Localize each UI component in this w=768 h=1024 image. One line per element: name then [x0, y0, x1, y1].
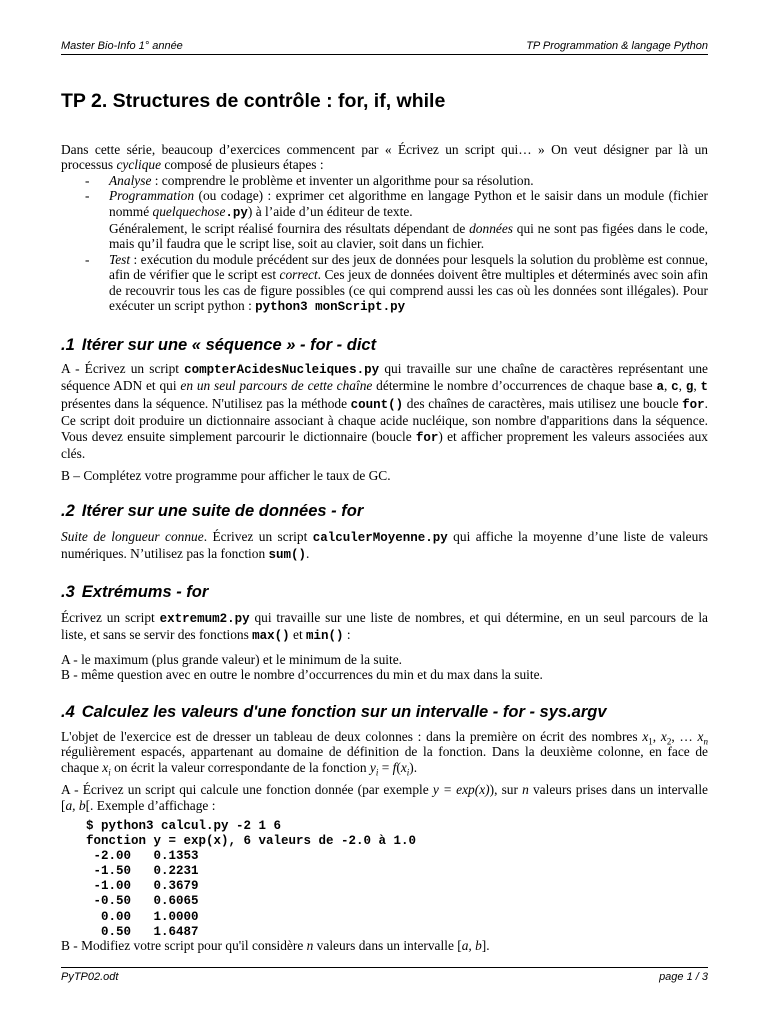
footer-left: PyTP02.odt	[61, 971, 119, 983]
section-heading-4: .4 Calculez les valeurs d'une fonction sur un intervalle - for - sys.argv	[61, 703, 607, 721]
header-left: Master Bio-Info 1° année	[61, 40, 183, 52]
list-item: - Analyse : comprendre le problème et inventer un algorithme pour sa résolution.	[85, 172, 534, 188]
section-1-part-a: A - Écrivez un script compterAcidesNucleiques.py qui travaille sur une chaîne de caractères représentant une séquence ADN et qui en un seul parcours de cette chaîne détermine le nombre d’occurrences de chaque base a, c, g, t présentes dans la séquence. N'utilisez pas la méthode count() des chaînes de caractères, mais utilisez une boucle for. Ce script doit produire un dictionnaire associant à chaque acide nucléique, son nombre d'apparitions dans la séquence. Vous devez ensuite simplement parcourir le dictionnaire (boucle for) et afficher proprement les valeurs associées aux clés.	[61, 361, 709, 462]
section-heading-1: .1 Itérer sur une « séquence » - for - dict	[61, 336, 377, 354]
section-2-body: Suite de longueur connue. Écrivez un script calculerMoyenne.py qui affiche la moyenne d’une liste de valeurs numériques. N’utilisez pas la fonction sum().	[61, 529, 708, 563]
intro-block	[61, 142, 708, 315]
section-heading-3: .3 Extrémums - for	[61, 583, 209, 601]
section-heading-2: .2 Itérer sur une suite de données - for	[61, 502, 364, 520]
intro-paragraph: Dans cette série, beaucoup d’exercices commencent par « Écrivez un script qui… » On veut désigner par là un processus cyclique composé de plusieurs étapes :	[61, 142, 708, 173]
list-item: - Test : exécution du module précédent sur des jeux de données pour lesquels la solution du problème est connue, afin de vérifier que le script est correct. Ces jeux de données doivent être multiples et déterminés avec soin afin de recouvrir tous les cas de figure possibles (ce qui comprend aussi les cas où les données sont illégales). Pour exécuter un script python : python3 monScript.py	[85, 251, 708, 315]
section-1-body	[61, 361, 708, 484]
section-4-part-b: B - Modifiez votre script pour qu'il considère n valeurs dans un intervalle [a, b].	[61, 938, 490, 953]
section-3-body: Écrivez un script extremum2.py qui travaille sur une liste de nombres, et qui détermine, en un seul parcours de la liste, et sans se servir des fonctions max() et min() : A - le maximum (plus grande valeur) et le minimum de la suite. B - même question avec en outre le nombre d’occurrences du min et du max dans la suite.	[61, 610, 708, 683]
section-4-part-a: A - Écrivez un script qui calcule une fonction donnée (par exemple y = exp(x)), sur n valeurs prises dans un intervalle [a, b[. Exemple d’affichage :	[61, 782, 709, 813]
section-1-part-b: B – Complétez votre programme pour afficher le taux de GC.	[61, 468, 391, 484]
section-3-part-b: B - même question avec en outre le nombre d’occurrences du min et du max dans la suite.	[61, 667, 543, 683]
section-3-part-a: A - le maximum (plus grande valeur) et le minimum de la suite.	[61, 651, 403, 667]
code-example: $ python3 calcul.py -2 1 6 fonction y = exp(x), 6 valeurs de -2.0 à 1.0 -2.00 0.1353 -1.50 0.2231 -1.00 0.3679 -0.50 0.6065 0.00 1.0000 0.50 1.6487	[86, 819, 417, 939]
page-footer	[61, 967, 708, 983]
footer-right: page 1 / 3	[659, 971, 708, 983]
header-right: TP Programmation & langage Python	[526, 40, 708, 52]
section-4-intro: L'objet de l'exercice est de dresser un tableau de deux colonnes : dans la première on écrit des nombres $x_1$, $x_2$, … $x_n$ régulièrement espacés, appartenant au domaine de définition de la fonction. Dans la deuxième colonne, en face de chaque $x_i$ on écrit la valeur correspondante de la fonction $y_i = f(x_i)$.	[61, 729, 708, 778]
section-4-body	[61, 729, 708, 813]
page-title: TP 2. Structures de contrôle : for, if, while	[61, 90, 446, 112]
intro-list	[61, 173, 708, 316]
page-header	[61, 40, 708, 55]
list-item: - Programmation (ou codage) : exprimer cet algorithme en langage Python et le saisir dans un module (fichier nommé quelquechose.py) à l’aide d’un éditeur de texte. Généralement, le script réalisé fournira des résultats dépendant de données qui ne sont pas figées dans le code, mais qu’il faudra que le script lise, soit au clavier, soit dans un fichier.	[85, 188, 708, 252]
